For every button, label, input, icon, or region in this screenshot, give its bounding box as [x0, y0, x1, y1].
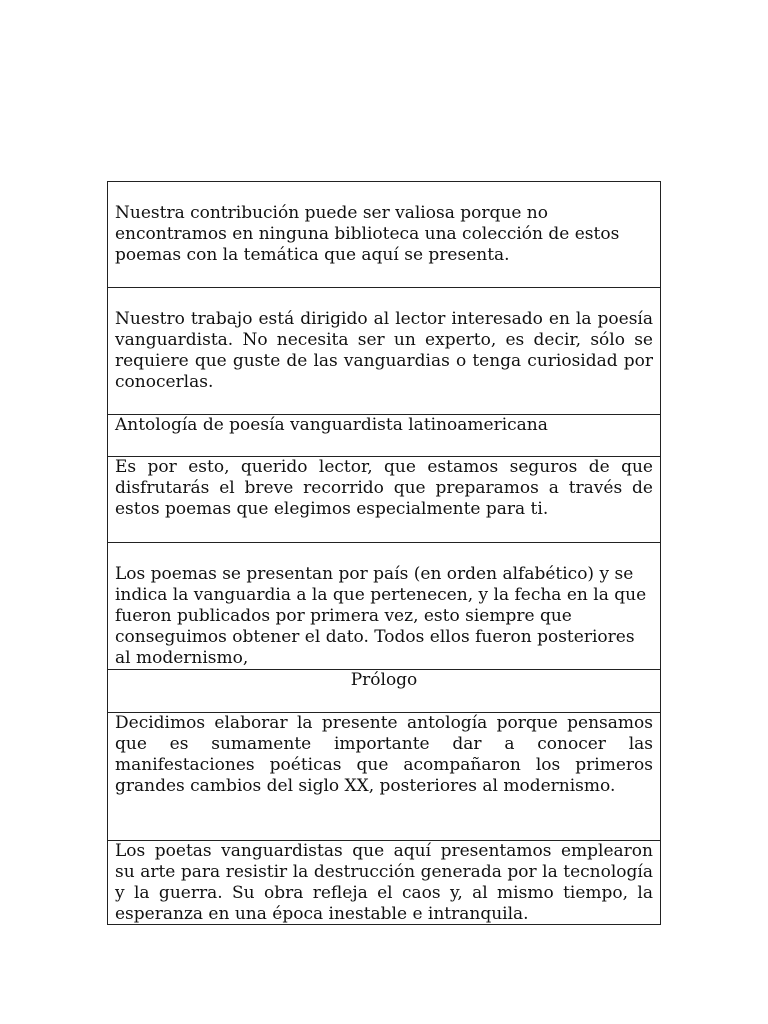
section-heading-prologue: Prólogo	[108, 669, 660, 712]
text-block-purpose: Decidimos elaborar la presente antología porque pensamos que es sumamente importante dar a conocer las manifestaciones poéticas que acompañaron los primeros grandes cambios del siglo XX, posteriores al modernismo.	[108, 712, 660, 840]
text-block-poets: Los poetas vanguardistas que aquí presentamos emplearon su arte para resistir la destrucción generada por la tecnología y la guerra. Su obra refleja el caos y, al mismo tiempo, la esperanza en una época inestable e intranquila.	[108, 840, 660, 924]
text-block-invitation: Es por esto, querido lector, que estamos seguros de que disfrutarás el breve recorrido que preparamos a través de estos poemas que elegimos especialmente para ti.	[108, 456, 660, 542]
text-block-contribution: Nuestra contribución puede ser valiosa porque no encontramos en ninguna biblioteca una colección de estos poemas con la temática que aquí se presenta.	[115, 203, 620, 265]
text-block-audience: Nuestro trabajo está dirigido al lector interesado en la poesía vanguardista. No necesita ser un experto, es decir, sólo se requiere que guste de las vanguardias o tenga curiosidad por conocerlas.	[108, 287, 660, 414]
anthology-title: Antología de poesía vanguardista latinoamericana	[108, 414, 660, 456]
text-block-organization: Los poemas se presentan por país (en orden alfabético) y se indica la vanguardia a la que pertenecen, y la fecha en la que fueron publicados por primera vez, esto siempre que conseguimos obtener el dato. Todos ellos fueron posteriores al modernismo,	[108, 542, 660, 669]
document-table	[107, 181, 661, 925]
